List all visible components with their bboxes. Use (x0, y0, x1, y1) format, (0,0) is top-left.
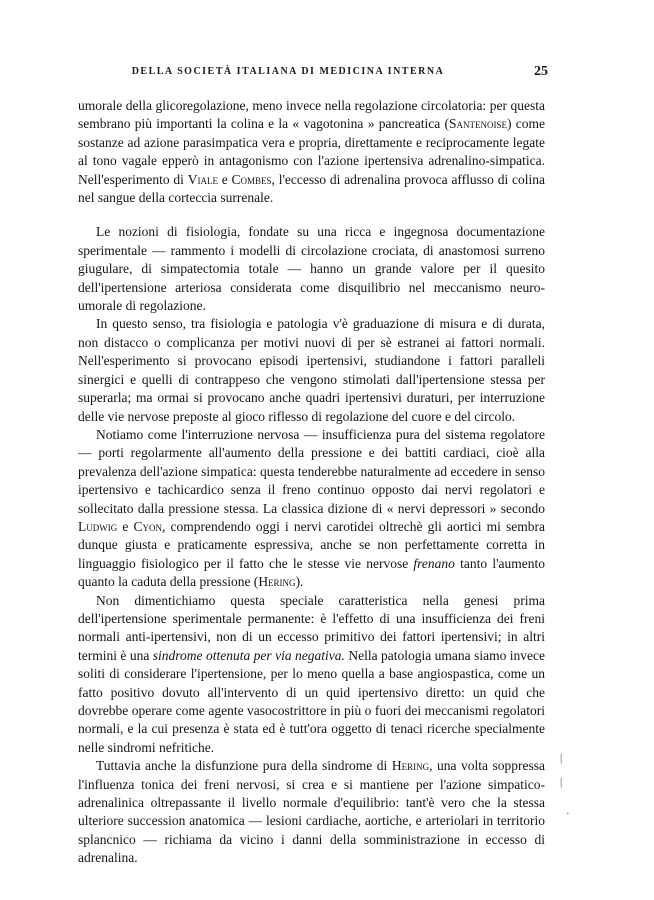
text-run: , comprendendo oggi i nervi carotidei oltrechè gli aortici mi sembra dunque giusta e praticamente espressiva, anche se non perfettamente corretta in linguaggio fisiologico per il fatto che le stesse vie nervose (78, 518, 545, 571)
emphasis: frenano (413, 555, 455, 571)
author-name: Ludwig (78, 518, 118, 534)
margin-mark: | (560, 752, 563, 764)
paragraph-3: In questo senso, tra fisiologia e patologia v'è graduazione di misura e di durata, non distacco o complicanza per motivi nuovi di per sè estranei ai fattori normali. Nell'esperimento si provocano episodi ipertensivi, studiandone i fattori paralleli sinergici e quelli di contrappeso che vengono stimolati dall'ipertensione stessa per superarla; ma ormai si provocano anche quadri ipertensivi duraturi, per interruzione delle vie nervose preposte al gioco riflesso di regolazione del cuore e del circolo. (78, 316, 545, 424)
author-name: Santenoise (448, 116, 507, 132)
margin-mark: | (560, 776, 563, 788)
paragraph-5 (78, 592, 545, 758)
margin-mark: · (566, 808, 570, 820)
author-name: Combes (231, 171, 272, 187)
text-run: e (117, 518, 134, 534)
author-name: Hering (391, 758, 430, 774)
text-run: , una volta soppressa l'influenza tonica dei freni nervosi, si crea e si mantiene per l'azione simpatico-adrenalinica oltrepassante il livello normale d'equilibrio: tant'è vero che la stessa ulteriore succession anatomica — lesioni cardiache, aortiche, e arteriolari in territorio splancnico — richiama da vicino i danni della somministrazione in eccesso di adrenalina. (78, 758, 545, 866)
text-run: umorale della glicoregolazione, meno invece nella regolazione circolatoria: per questa sembrano più importanti la colina e la « vagotonina » pancreatica ( (78, 98, 545, 132)
author-name: Viale (187, 171, 218, 187)
text-run: Non dimentichiamo questa speciale caratteristica nella genesi prima dell'ipertensione sperimentale permanente: è l'effetto di una insufficienza dei freni normali anti-ipertensivi, non di un eccesso primitivo dei fattori ipertensivi; in altri termini è una (78, 592, 545, 663)
author-name: Hering (258, 574, 296, 590)
text-run: ) come sostanze ad azione parasimpatica vera e propria, direttamente e reciprocamente legate al tono vagale epperò in antagonismo con l'azione ipertensiva adrenalino-simpatica. Nell'esperimento di (78, 116, 545, 187)
author-name: Cyon (133, 518, 163, 534)
emphasis: sindrome ottenuta per via negativa. (152, 647, 345, 663)
page-number: 25 (534, 64, 548, 79)
paragraph-1 (78, 97, 545, 207)
text-run: Nella patologia umana siamo invece soliti di considerare l'ipertensione, per lo meno quella a base angiospastica, come un fatto positivo dovuto all'intervento di un quid ipertensivo diretto: un quid che dovrebbe operare come agente vasocostrittore in più o fuori dei meccanismi regolatori normali, e la cui presenza è stata ed è tutt'ora oggetto di tenaci ricerche specialmente nelle sindromi nefritiche. (78, 647, 546, 755)
text-run: ). (295, 574, 304, 590)
text-run: tanto l'aumento quanto la caduta della pressione ( (78, 555, 545, 590)
paragraph-2: Le nozioni di fisiologia, fondate su una ricca e ingegnosa documentazione sperimentale — rammento i modelli di circolazione crociata, di anastomosi surreno giugulare, di simpatectomia totale — hanno un grande valore per il quesito dell'ipertensione arteriosa considerata come disquilibrio nel meccanismo neuro-umorale di regolazione. (78, 224, 545, 314)
page-header (78, 66, 548, 84)
running-title: DELLA SOCIETÀ ITALIANA DI MEDICINA INTERNA (131, 66, 445, 77)
text-run: e (217, 171, 232, 187)
text-run: , l'eccesso di adrenalina provoca afflusso di colina nel sangue della corteccia surrenale. (78, 171, 545, 206)
paragraph-4 (78, 426, 545, 592)
text-run: Notiamo come l'interruzione nervosa — insufficienza pura del sistema regolatore — porti regolarmente all'aumento della pressione e dei battiti cardiaci, cioè alla prevalenza dell'azione simpatica: questa tenderebbe naturalmente ad eccedere in senso ipertensivo e tachicardico senza il freno continuo opposto dai nervi regolatori e sollecitato dalla pressione stessa. La classica dizione di « nervi depressori » secondo (78, 426, 545, 516)
page-body (78, 97, 545, 868)
text-run: Tuttavia anche la disfunzione pura della sindrome di (96, 758, 392, 774)
paragraph-6 (78, 757, 545, 867)
